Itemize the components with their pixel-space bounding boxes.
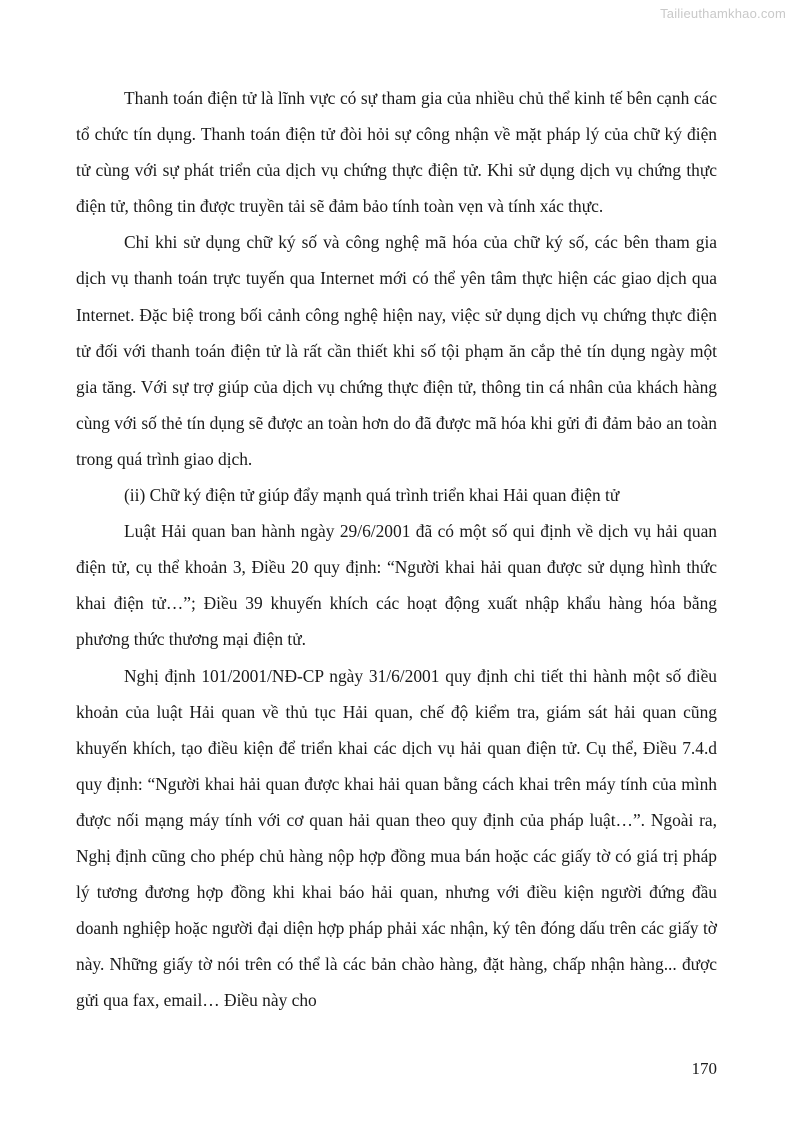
paragraph-customs-law: Luật Hải quan ban hành ngày 29/6/2001 đã có một số qui định về dịch vụ hải quan điện tử, cụ thể khoản 3, Điều 20 quy định: “Người khai hải quan được sử dụng hình thức khai điện tử…”; Điều 39 khuyến khích các hoạt động xuất nhập khẩu hàng hóa bằng phương thức thương mại điện tử. [76, 521, 717, 650]
watermark: Tailieuthamkhao.com [660, 6, 786, 21]
paragraph-digital-signature-security: Chỉ khi sử dụng chữ ký số và công nghệ mã hóa của chữ ký số, các bên tham gia dịch vụ thanh toán trực tuyến qua Internet mới có thể yên tâm thực hiện các giao dịch qua Internet. Đặc biệ trong bối cảnh công nghệ hiện nay, việc sử dụng dịch vụ chứng thực điện tử đối với thanh toán điện tử là rất cần thiết khi số tội phạm ăn cắp thẻ tín dụng ngày một gia tăng. Với sự trợ giúp của dịch vụ chứng thực điện tử, thông tin cá nhân của khách hàng cùng với số thẻ tín dụng sẽ được an toàn hơn do đã được mã hóa khi gửi đi đảm bảo an toàn trong quá trình giao dịch. [76, 232, 717, 469]
paragraph-decree-101: Nghị định 101/2001/NĐ-CP ngày 31/6/2001 quy định chi tiết thi hành một số điều khoản của luật Hải quan về thủ tục Hải quan, chế độ kiểm tra, giám sát hải quan cũng khuyến khích, tạo điều kiện để triển khai các dịch vụ hải quan điện tử. Cụ thể, Điều 7.4.d quy định: “Người khai hải quan được khai hải quan bằng cách khai trên máy tính của mình được nối mạng máy tính với cơ quan hải quan theo quy định của pháp luật…”. Ngoài ra, Nghị định cũng cho phép chủ hàng nộp hợp đồng mua bán hoặc các giấy tờ có giá trị pháp lý tương đương hợp đồng khi khai báo hải quan, nhưng với điều kiện người đứng đầu doanh nghiệp hoặc người đại diện hợp pháp phải xác nhận, ký tên đóng dấu trên các giấy tờ này. Những giấy tờ nói trên có thể là các bản chào hàng, đặt hàng, chấp nhận hàng... được gửi qua fax, email… Điều này cho [76, 665, 717, 1011]
page-number: 170 [691, 1059, 717, 1078]
section-heading-customs: (ii) Chữ ký điện tử giúp đẩy mạnh quá trình triển khai Hải quan điện tử [124, 485, 620, 506]
document-body [76, 80, 717, 1018]
paragraph-electronic-payment: Thanh toán điện tử là lĩnh vực có sự tham gia của nhiều chủ thể kinh tế bên cạnh các tổ chức tín dụng. Thanh toán điện tử đòi hỏi sự công nhận về mặt pháp lý của chữ ký điện tử cùng với sự phát triển của dịch vụ chứng thực điện tử. Khi sử dụng dịch vụ chứng thực điện tử, thông tin được truyền tải sẽ đảm bảo tính toàn vẹn và tính xác thực. [76, 88, 717, 217]
